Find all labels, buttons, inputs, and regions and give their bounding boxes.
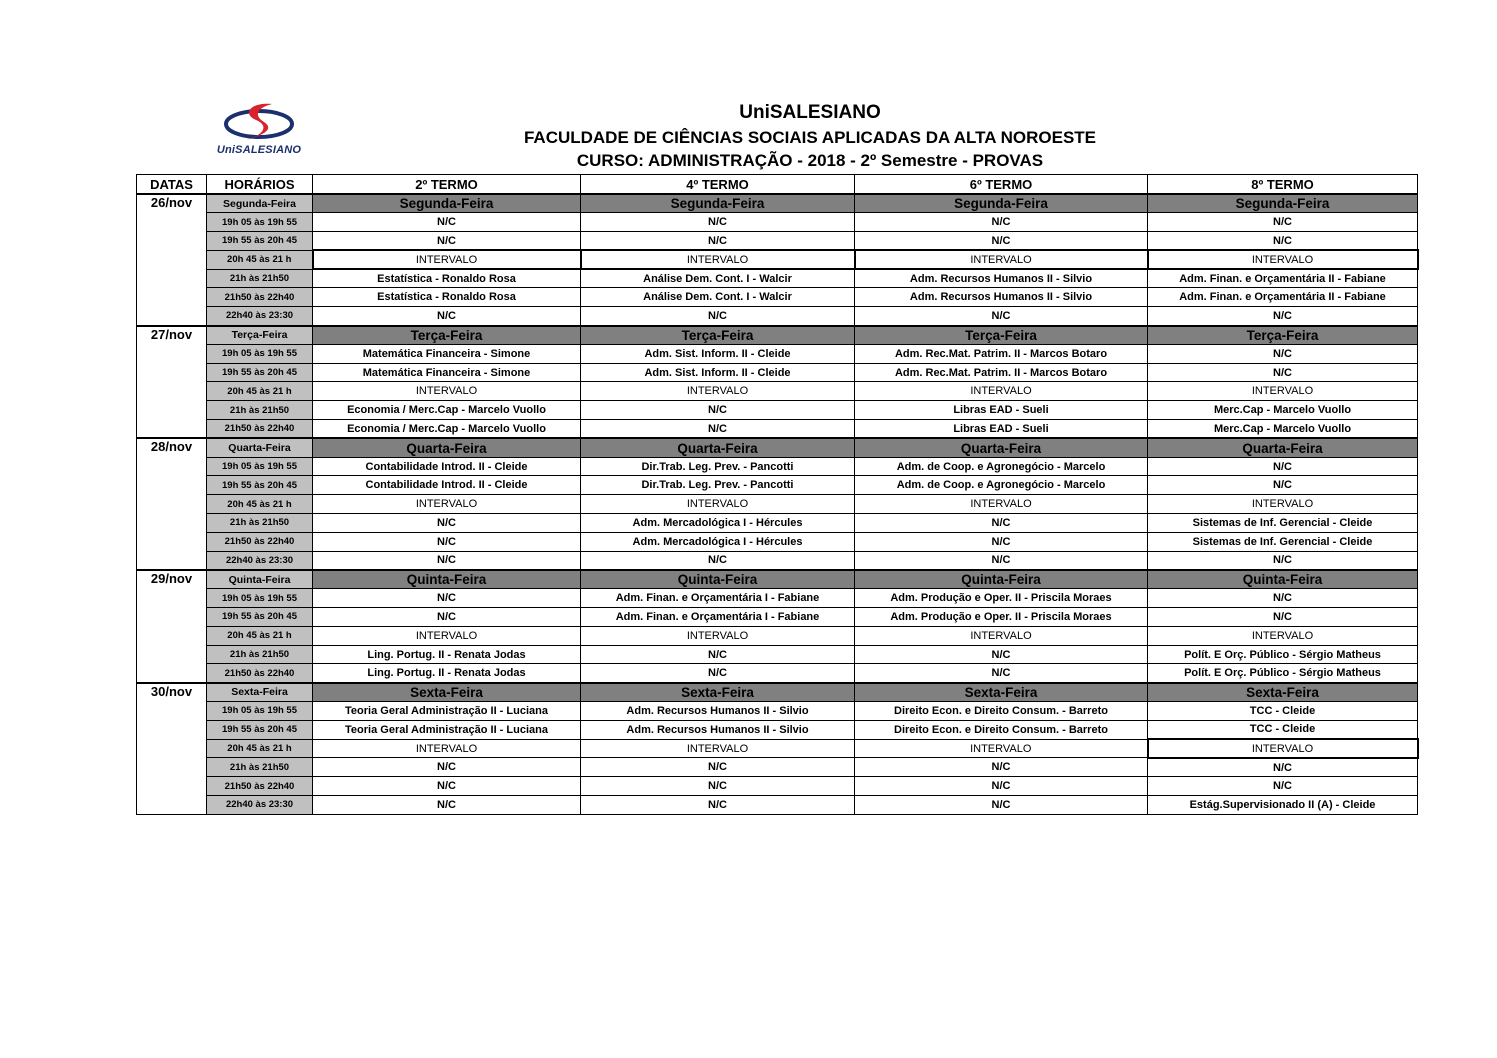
time-slot-row: [137, 495, 1418, 514]
time-slot-label: 21h às 21h50: [207, 645, 313, 664]
exam-cell: Análise Dem. Cont. I - Walcir: [581, 288, 855, 307]
time-slot-row: [137, 626, 1418, 645]
weekday-header-cell: Terça-Feira: [855, 326, 1148, 345]
weekday-header-cell: Terça-Feira: [1148, 326, 1418, 345]
exam-cell: Adm. Recursos Humanos II - Silvio: [855, 269, 1148, 288]
exam-cell: N/C: [1148, 589, 1418, 608]
exam-cell: Adm. Recursos Humanos II - Silvio: [855, 288, 1148, 307]
weekday-header-cell: Quinta-Feira: [313, 570, 581, 589]
exam-cell: N/C: [855, 664, 1148, 683]
exam-cell: N/C: [855, 551, 1148, 570]
weekday-header-cell: Segunda-Feira: [581, 194, 855, 213]
break-cell: INTERVALO: [313, 739, 581, 758]
weekday-header-cell: Segunda-Feira: [313, 194, 581, 213]
exam-cell: Adm. Mercadológica I - Hércules: [581, 514, 855, 533]
exam-cell: Adm. de Coop. e Agronegócio - Marcelo: [855, 476, 1148, 495]
exam-cell: Adm. Recursos Humanos II - Silvio: [581, 702, 855, 721]
exam-cell: N/C: [1148, 608, 1418, 627]
weekday-label: Quinta-Feira: [207, 570, 313, 589]
time-slot-row: [137, 514, 1418, 533]
break-cell: INTERVALO: [855, 739, 1148, 758]
weekday-header-cell: Segunda-Feira: [855, 194, 1148, 213]
exam-cell: Sistemas de Inf. Gerencial - Cleide: [1148, 514, 1418, 533]
exam-cell: N/C: [855, 514, 1148, 533]
break-cell: INTERVALO: [313, 626, 581, 645]
time-slot-row: [137, 457, 1418, 476]
exam-cell: N/C: [855, 307, 1148, 326]
exam-cell: Ling. Portug. II - Renata Jodas: [313, 664, 581, 683]
break-cell: INTERVALO: [855, 495, 1148, 514]
column-header-8-termo: 8º TERMO: [1148, 175, 1418, 195]
time-slot-label: 19h 55 às 20h 45: [207, 608, 313, 627]
time-slot-row: [137, 401, 1418, 420]
exam-cell: N/C: [313, 307, 581, 326]
day-header-row: [137, 438, 1418, 457]
weekday-header-cell: Segunda-Feira: [1148, 194, 1418, 213]
time-slot-row: [137, 702, 1418, 721]
exam-cell: N/C: [1148, 213, 1418, 232]
exam-cell: Teoria Geral Administração II - Luciana: [313, 702, 581, 721]
break-cell: INTERVALO: [581, 250, 855, 269]
exam-cell: N/C: [581, 645, 855, 664]
day-header-row: [137, 570, 1418, 589]
weekday-header-cell: Quinta-Feira: [581, 570, 855, 589]
weekday-header-cell: Quinta-Feira: [1148, 570, 1418, 589]
exam-cell: Adm. Mercadológica I - Hércules: [581, 532, 855, 551]
time-slot-row: [137, 758, 1418, 777]
exam-cell: N/C: [1148, 363, 1418, 382]
time-slot-row: [137, 720, 1418, 739]
date-cell: 30/nov: [137, 683, 207, 815]
exam-cell: TCC - Cleide: [1148, 720, 1418, 739]
day-header-row: [137, 683, 1418, 702]
weekday-header-cell: Sexta-Feira: [855, 683, 1148, 702]
break-cell: INTERVALO: [855, 382, 1148, 401]
time-slot-label: 21h50 às 22h40: [207, 532, 313, 551]
exam-cell: Adm. Finan. e Orçamentária II - Fabiane: [1148, 288, 1418, 307]
exam-cell: Economia / Merc.Cap - Marcelo Vuollo: [313, 420, 581, 439]
exam-cell: Dir.Trab. Leg. Prev. - Pancotti: [581, 457, 855, 476]
time-slot-row: [137, 363, 1418, 382]
exam-cell: Dir.Trab. Leg. Prev. - Pancotti: [581, 476, 855, 495]
column-header-datas: DATAS: [137, 175, 207, 195]
exam-cell: N/C: [1148, 457, 1418, 476]
time-slot-label: 22h40 às 23:30: [207, 307, 313, 326]
exam-cell: N/C: [1148, 777, 1418, 796]
time-slot-row: [137, 232, 1418, 251]
exam-cell: Contabilidade Introd. II - Cleide: [313, 457, 581, 476]
time-slot-row: [137, 796, 1418, 815]
exam-cell: N/C: [1148, 344, 1418, 363]
time-slot-row: [137, 344, 1418, 363]
exam-cell: Matemática Financeira - Simone: [313, 363, 581, 382]
time-slot-label: 21h às 21h50: [207, 758, 313, 777]
time-slot-row: [137, 288, 1418, 307]
exam-cell: Polít. E Orç. Público - Sérgio Matheus: [1148, 645, 1418, 664]
time-slot-label: 19h 05 às 19h 55: [207, 213, 313, 232]
exam-cell: Adm. Recursos Humanos II - Silvio: [581, 720, 855, 739]
break-cell: INTERVALO: [313, 382, 581, 401]
exam-cell: Teoria Geral Administração II - Luciana: [313, 720, 581, 739]
exam-cell: Sistemas de Inf. Gerencial - Cleide: [1148, 532, 1418, 551]
time-slot-row: [137, 739, 1418, 758]
exam-cell: Adm. Finan. e Orçamentária II - Fabiane: [1148, 269, 1418, 288]
time-slot-label: 19h 55 às 20h 45: [207, 476, 313, 495]
exam-cell: Contabilidade Introd. II - Cleide: [313, 476, 581, 495]
exam-cell: N/C: [581, 213, 855, 232]
exam-cell: Adm. Finan. e Orçamentária I - Fabiane: [581, 608, 855, 627]
weekday-header-cell: Sexta-Feira: [1148, 683, 1418, 702]
exam-cell: N/C: [313, 532, 581, 551]
break-cell: INTERVALO: [1148, 382, 1418, 401]
time-slot-row: [137, 589, 1418, 608]
time-slot-label: 20h 45 às 21 h: [207, 739, 313, 758]
logo-swoosh-icon: [220, 100, 298, 144]
exam-schedule-table: [136, 174, 1419, 815]
exam-cell: N/C: [855, 645, 1148, 664]
time-slot-row: [137, 250, 1418, 269]
weekday-label: Segunda-Feira: [207, 194, 313, 213]
exam-cell: Ling. Portug. II - Renata Jodas: [313, 645, 581, 664]
exam-cell: Direito Econ. e Direito Consum. - Barreto: [855, 720, 1148, 739]
weekday-header-cell: Quarta-Feira: [581, 438, 855, 457]
weekday-header-cell: Sexta-Feira: [581, 683, 855, 702]
faculty-name: FACULDADE DE CIÊNCIAS SOCIAIS APLICADAS DA ALTA NOROESTE: [523, 128, 1097, 147]
break-cell: INTERVALO: [1148, 739, 1418, 758]
break-cell: INTERVALO: [855, 626, 1148, 645]
institution-name: UniSALESIANO: [739, 102, 881, 123]
time-slot-label: 19h 55 às 20h 45: [207, 720, 313, 739]
time-slot-label: 21h50 às 22h40: [207, 664, 313, 683]
time-slot-label: 21h50 às 22h40: [207, 420, 313, 439]
weekday-label: Sexta-Feira: [207, 683, 313, 702]
day-header-row: [137, 326, 1418, 345]
exam-cell: Merc.Cap - Marcelo Vuollo: [1148, 420, 1418, 439]
exam-cell: N/C: [855, 796, 1148, 815]
time-slot-row: [137, 269, 1418, 288]
exam-cell: N/C: [1148, 307, 1418, 326]
exam-cell: TCC - Cleide: [1148, 702, 1418, 721]
time-slot-label: 19h 05 às 19h 55: [207, 589, 313, 608]
break-cell: INTERVALO: [581, 739, 855, 758]
time-slot-row: [137, 608, 1418, 627]
break-cell: INTERVALO: [581, 382, 855, 401]
exam-cell: N/C: [313, 232, 581, 251]
time-slot-row: [137, 476, 1418, 495]
time-slot-label: 21h às 21h50: [207, 401, 313, 420]
exam-cell: Adm. Sist. Inform. II - Cleide: [581, 363, 855, 382]
exam-cell: Análise Dem. Cont. I - Walcir: [581, 269, 855, 288]
time-slot-row: [137, 777, 1418, 796]
time-slot-label: 20h 45 às 21 h: [207, 250, 313, 269]
weekday-label: Quarta-Feira: [207, 438, 313, 457]
exam-cell: Libras EAD - Sueli: [855, 401, 1148, 420]
exam-cell: N/C: [581, 551, 855, 570]
date-cell: 29/nov: [137, 570, 207, 683]
time-slot-label: 19h 05 às 19h 55: [207, 344, 313, 363]
exam-cell: N/C: [313, 758, 581, 777]
column-header-horarios: HORÁRIOS: [207, 175, 313, 195]
day-header-row: [137, 194, 1418, 213]
exam-cell: Adm. Produção e Oper. II - Priscila Moraes: [855, 589, 1148, 608]
exam-cell: Adm. Sist. Inform. II - Cleide: [581, 344, 855, 363]
exam-cell: N/C: [855, 758, 1148, 777]
exam-cell: Economia / Merc.Cap - Marcelo Vuollo: [313, 401, 581, 420]
time-slot-label: 22h40 às 23:30: [207, 796, 313, 815]
break-cell: INTERVALO: [581, 626, 855, 645]
weekday-label: Terça-Feira: [207, 326, 313, 345]
column-header-6-termo: 6º TERMO: [855, 175, 1148, 195]
exam-cell: N/C: [581, 758, 855, 777]
exam-cell: N/C: [581, 307, 855, 326]
column-header-2-termo: 2º TERMO: [313, 175, 581, 195]
exam-cell: N/C: [313, 777, 581, 796]
exam-cell: Libras EAD - Sueli: [855, 420, 1148, 439]
exam-cell: N/C: [855, 213, 1148, 232]
time-slot-label: 19h 55 às 20h 45: [207, 232, 313, 251]
time-slot-label: 20h 45 às 21 h: [207, 382, 313, 401]
exam-cell: N/C: [313, 551, 581, 570]
time-slot-row: [137, 307, 1418, 326]
exam-cell: N/C: [313, 608, 581, 627]
exam-cell: N/C: [313, 796, 581, 815]
exam-cell: N/C: [1148, 476, 1418, 495]
exam-cell: N/C: [1148, 758, 1418, 777]
weekday-header-cell: Quarta-Feira: [855, 438, 1148, 457]
exam-cell: N/C: [313, 213, 581, 232]
time-slot-label: 20h 45 às 21 h: [207, 495, 313, 514]
exam-cell: N/C: [1148, 232, 1418, 251]
break-cell: INTERVALO: [581, 495, 855, 514]
exam-cell: Adm. Produção e Oper. II - Priscila Moraes: [855, 608, 1148, 627]
time-slot-row: [137, 382, 1418, 401]
break-cell: INTERVALO: [313, 495, 581, 514]
time-slot-row: [137, 532, 1418, 551]
exam-cell: Adm. Rec.Mat. Patrim. II - Marcos Botaro: [855, 344, 1148, 363]
exam-cell: Adm. Rec.Mat. Patrim. II - Marcos Botaro: [855, 363, 1148, 382]
exam-cell: N/C: [855, 532, 1148, 551]
time-slot-row: [137, 551, 1418, 570]
exam-cell: N/C: [1148, 551, 1418, 570]
time-slot-label: 22h40 às 23:30: [207, 551, 313, 570]
column-header-4-termo: 4º TERMO: [581, 175, 855, 195]
exam-cell: N/C: [581, 232, 855, 251]
exam-cell: Merc.Cap - Marcelo Vuollo: [1148, 401, 1418, 420]
weekday-header-cell: Quinta-Feira: [855, 570, 1148, 589]
break-cell: INTERVALO: [1148, 250, 1418, 269]
date-cell: 27/nov: [137, 326, 207, 439]
time-slot-label: 19h 55 às 20h 45: [207, 363, 313, 382]
unisalesiano-logo: [206, 100, 312, 158]
time-slot-row: [137, 664, 1418, 683]
exam-cell: N/C: [581, 401, 855, 420]
break-cell: INTERVALO: [313, 250, 581, 269]
exam-cell: Polít. E Orç. Público - Sérgio Matheus: [1148, 664, 1418, 683]
exam-cell: N/C: [313, 589, 581, 608]
exam-cell: N/C: [581, 664, 855, 683]
exam-cell: N/C: [855, 232, 1148, 251]
time-slot-label: 21h50 às 22h40: [207, 777, 313, 796]
time-slot-row: [137, 420, 1418, 439]
weekday-header-cell: Terça-Feira: [581, 326, 855, 345]
exam-cell: N/C: [855, 777, 1148, 796]
break-cell: INTERVALO: [1148, 626, 1418, 645]
exam-cell: Estág.Supervisionado II (A) - Cleide: [1148, 796, 1418, 815]
weekday-header-cell: Terça-Feira: [313, 326, 581, 345]
exam-cell: Adm. Finan. e Orçamentária I - Fabiane: [581, 589, 855, 608]
time-slot-label: 19h 05 às 19h 55: [207, 702, 313, 721]
time-slot-row: [137, 213, 1418, 232]
exam-cell: Matemática Financeira - Simone: [313, 344, 581, 363]
exam-cell: N/C: [581, 777, 855, 796]
time-slot-label: 21h50 às 22h40: [207, 288, 313, 307]
date-cell: 28/nov: [137, 438, 207, 570]
break-cell: INTERVALO: [1148, 495, 1418, 514]
time-slot-row: [137, 645, 1418, 664]
exam-cell: N/C: [313, 514, 581, 533]
time-slot-label: 21h às 21h50: [207, 514, 313, 533]
time-slot-label: 20h 45 às 21 h: [207, 626, 313, 645]
exam-cell: Estatística - Ronaldo Rosa: [313, 288, 581, 307]
time-slot-label: 21h às 21h50: [207, 269, 313, 288]
break-cell: INTERVALO: [855, 250, 1148, 269]
exam-cell: Adm. de Coop. e Agronegócio - Marcelo: [855, 457, 1148, 476]
date-cell: 26/nov: [137, 194, 207, 326]
weekday-header-cell: Quarta-Feira: [313, 438, 581, 457]
weekday-header-cell: Sexta-Feira: [313, 683, 581, 702]
exam-cell: Estatística - Ronaldo Rosa: [313, 269, 581, 288]
time-slot-label: 19h 05 às 19h 55: [207, 457, 313, 476]
logo-text: UniSALESIANO: [216, 144, 302, 156]
exam-cell: N/C: [581, 796, 855, 815]
weekday-header-cell: Quarta-Feira: [1148, 438, 1418, 457]
exam-cell: N/C: [581, 420, 855, 439]
column-header-row: [137, 175, 1418, 195]
exam-cell: Direito Econ. e Direito Consum. - Barreto: [855, 702, 1148, 721]
course-title: CURSO: ADMINISTRAÇÃO - 2018 - 2º Semestre - PROVAS: [576, 151, 1044, 170]
